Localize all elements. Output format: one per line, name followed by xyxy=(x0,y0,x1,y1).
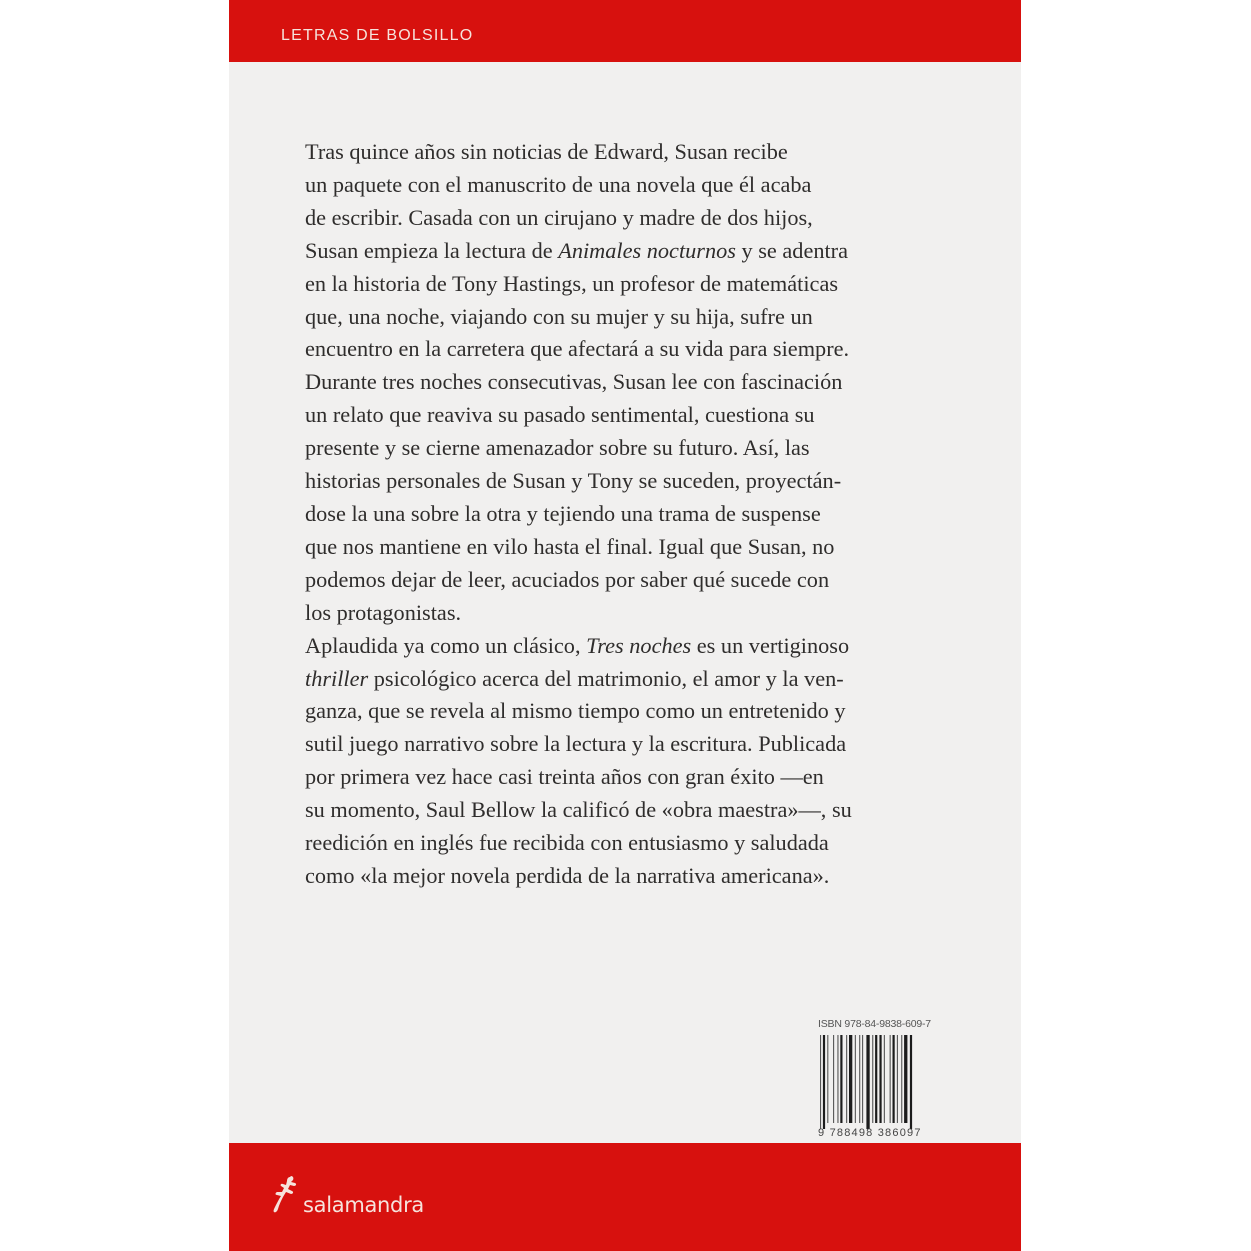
text-run: podemos dejar de leer, acuciados por saber qué sucede con xyxy=(305,566,830,592)
synopsis-line xyxy=(305,301,985,334)
synopsis-line xyxy=(305,728,985,761)
book-back-cover xyxy=(229,0,1021,1251)
text-run: es un vertiginoso xyxy=(691,632,850,658)
synopsis-line xyxy=(305,169,985,202)
text-run: encuentro en la carretera que afectará a su vida para siempre. xyxy=(305,336,850,362)
synopsis-line xyxy=(305,695,985,728)
text-run: Durante tres noches consecutivas, Susan lee con fascinación xyxy=(305,369,843,395)
synopsis-line xyxy=(305,531,985,564)
text-run: un relato que reaviva su pasado sentimental, cuestiona su xyxy=(305,402,815,428)
bottom-red-band xyxy=(229,1143,1021,1251)
synopsis-line xyxy=(305,761,985,794)
text-run: que, una noche, viajando con su mujer y su hija, sufre un xyxy=(305,303,813,329)
synopsis-text xyxy=(305,136,985,893)
text-run: dose la una sobre la otra y tejiendo una trama de suspense xyxy=(305,500,821,526)
publisher-name: salamandra xyxy=(303,1193,424,1217)
text-run: Tras quince años sin noticias de Edward, Susan recibe xyxy=(305,139,788,164)
isbn-label: ISBN 978-84-9838-609-7 xyxy=(818,1018,931,1030)
synopsis-line xyxy=(305,597,985,630)
text-run: ganza, que se revela al mismo tiempo como un entretenido y xyxy=(305,698,846,724)
synopsis-line xyxy=(305,202,985,235)
text-run: Aplaudida ya como un clásico, xyxy=(305,632,587,658)
synopsis-line xyxy=(305,465,985,498)
text-run: reedición en inglés fue recibida con entusiasmo y saludada xyxy=(305,830,829,856)
salamander-icon xyxy=(271,1174,301,1220)
italic-title: Tres noches xyxy=(586,632,692,658)
text-run: los protagonistas. xyxy=(305,599,462,625)
synopsis-line xyxy=(305,235,985,268)
text-run: presente y se cierne amenazador sobre su futuro. Así, las xyxy=(305,435,810,461)
text-run: psicológico acerca del matrimonio, el amor y la ven- xyxy=(368,665,844,691)
top-red-band xyxy=(229,0,1021,62)
synopsis-line xyxy=(305,498,985,531)
text-run: un paquete con el manuscrito de una novela que él acaba xyxy=(305,171,812,197)
barcode-bars-icon xyxy=(818,1035,948,1129)
text-run: en la historia de Tony Hastings, un profesor de matemáticas xyxy=(305,270,839,296)
synopsis-line xyxy=(305,860,985,893)
series-label: LETRAS DE BOLSILLO xyxy=(281,27,474,44)
synopsis-line xyxy=(305,366,985,399)
synopsis-line xyxy=(305,630,985,663)
synopsis-line xyxy=(305,399,985,432)
synopsis-line xyxy=(305,564,985,597)
text-run: como «la mejor novela perdida de la narrativa americana». xyxy=(305,862,830,888)
text-run: historias personales de Susan y Tony se suceden, proyectán- xyxy=(305,468,842,494)
synopsis-line xyxy=(305,268,985,301)
ean-digits: 9 788498 386097 xyxy=(818,1127,922,1139)
synopsis-line xyxy=(305,432,985,465)
synopsis-line xyxy=(305,827,985,860)
text-run: Susan empieza la lectura de xyxy=(305,237,559,263)
text-run: que nos mantiene en vilo hasta el final. Igual que Susan, no xyxy=(305,533,835,559)
text-run: su momento, Saul Bellow la calificó de «obra maestra»—, su xyxy=(305,797,852,823)
synopsis-line xyxy=(305,794,985,827)
text-run: y se adentra xyxy=(735,237,849,263)
synopsis-line xyxy=(305,663,985,696)
isbn-barcode xyxy=(818,1018,953,1140)
synopsis-line xyxy=(305,136,985,169)
text-run: sutil juego narrativo sobre la lectura y la escritura. Publicada xyxy=(305,731,847,757)
publisher-logo xyxy=(271,1174,424,1220)
synopsis-line xyxy=(305,333,985,366)
text-run: de escribir. Casada con un cirujano y madre de dos hijos, xyxy=(305,204,813,230)
text-run: por primera vez hace casi treinta años con gran éxito —en xyxy=(305,764,824,790)
italic-title: Animales nocturnos xyxy=(558,237,736,263)
italic-title: thriller xyxy=(305,665,369,691)
